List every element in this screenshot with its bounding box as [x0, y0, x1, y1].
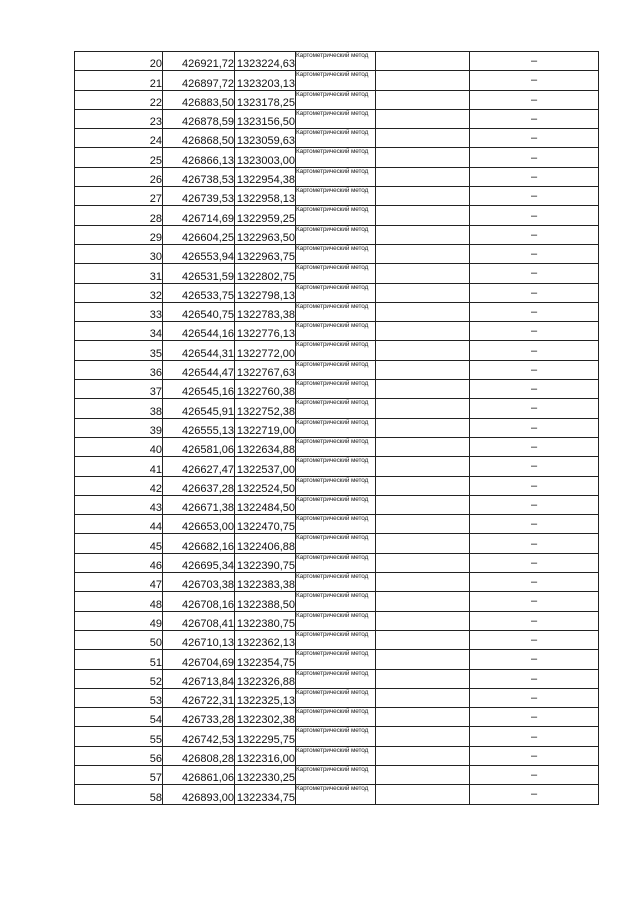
x-coordinate-cell: 426637,28	[163, 476, 235, 495]
x-coordinate-cell: 426739,53	[163, 187, 235, 206]
method-cell: Картометрический метод	[296, 553, 376, 572]
table-row	[75, 669, 599, 688]
table-row	[75, 630, 599, 649]
x-coordinate-cell: 426545,91	[163, 399, 235, 418]
dash-cell: –	[470, 187, 599, 206]
method-cell: Картометрический метод	[296, 515, 376, 534]
x-coordinate-cell: 426682,16	[163, 534, 235, 553]
table-row	[75, 592, 599, 611]
x-coordinate-cell: 426733,28	[163, 708, 235, 727]
x-coordinate-cell: 426708,16	[163, 592, 235, 611]
x-coordinate-cell: 426710,13	[163, 630, 235, 649]
method-cell: Картометрический метод	[296, 109, 376, 128]
empty-cell	[376, 785, 470, 804]
empty-cell	[376, 302, 470, 321]
y-coordinate-cell: 1322772,00	[235, 341, 296, 360]
dash-cell: –	[470, 650, 599, 669]
empty-cell	[376, 457, 470, 476]
x-coordinate-cell: 426604,25	[163, 225, 235, 244]
y-coordinate-cell: 1322783,38	[235, 302, 296, 321]
x-coordinate-cell: 426531,59	[163, 264, 235, 283]
method-cell: Картометрический метод	[296, 167, 376, 186]
y-coordinate-cell: 1322959,25	[235, 206, 296, 225]
point-number-cell: 35	[75, 341, 163, 360]
table-row	[75, 341, 599, 360]
table-row	[75, 399, 599, 418]
table-row	[75, 418, 599, 437]
point-number-cell: 51	[75, 650, 163, 669]
dash-cell: –	[470, 129, 599, 148]
table-row	[75, 187, 599, 206]
y-coordinate-cell: 1322484,50	[235, 495, 296, 514]
method-cell: Картометрический метод	[296, 187, 376, 206]
point-number-cell: 54	[75, 708, 163, 727]
point-number-cell: 38	[75, 399, 163, 418]
empty-cell	[376, 206, 470, 225]
point-number-cell: 55	[75, 727, 163, 746]
dash-cell: –	[470, 244, 599, 263]
method-cell: Картометрический метод	[296, 650, 376, 669]
table-row	[75, 244, 599, 263]
dash-cell: –	[470, 360, 599, 379]
point-number-cell: 56	[75, 746, 163, 765]
x-coordinate-cell: 426708,41	[163, 611, 235, 630]
empty-cell	[376, 765, 470, 784]
point-number-cell: 47	[75, 573, 163, 592]
empty-cell	[376, 225, 470, 244]
empty-cell	[376, 167, 470, 186]
empty-cell	[376, 727, 470, 746]
empty-cell	[376, 341, 470, 360]
y-coordinate-cell: 1322302,38	[235, 708, 296, 727]
empty-cell	[376, 129, 470, 148]
dash-cell: –	[470, 302, 599, 321]
table-row	[75, 746, 599, 765]
y-coordinate-cell: 1322760,38	[235, 380, 296, 399]
point-number-cell: 25	[75, 148, 163, 167]
method-cell: Картометрический метод	[296, 225, 376, 244]
dash-cell: –	[470, 727, 599, 746]
dash-cell: –	[470, 630, 599, 649]
dash-cell: –	[470, 437, 599, 456]
method-cell: Картометрический метод	[296, 380, 376, 399]
point-number-cell: 41	[75, 457, 163, 476]
table-row	[75, 52, 599, 71]
dash-cell: –	[470, 283, 599, 302]
x-coordinate-cell: 426808,28	[163, 746, 235, 765]
dash-cell: –	[470, 109, 599, 128]
y-coordinate-cell: 1322362,13	[235, 630, 296, 649]
table-row	[75, 553, 599, 572]
point-number-cell: 28	[75, 206, 163, 225]
x-coordinate-cell: 426713,84	[163, 669, 235, 688]
empty-cell	[376, 52, 470, 71]
table-row	[75, 206, 599, 225]
empty-cell	[376, 708, 470, 727]
dash-cell: –	[470, 341, 599, 360]
point-number-cell: 36	[75, 360, 163, 379]
x-coordinate-cell: 426533,75	[163, 283, 235, 302]
x-coordinate-cell: 426544,16	[163, 322, 235, 341]
empty-cell	[376, 90, 470, 109]
point-number-cell: 57	[75, 765, 163, 784]
x-coordinate-cell: 426544,31	[163, 341, 235, 360]
table-row	[75, 534, 599, 553]
x-coordinate-cell: 426555,13	[163, 418, 235, 437]
point-number-cell: 49	[75, 611, 163, 630]
empty-cell	[376, 244, 470, 263]
y-coordinate-cell: 1323003,00	[235, 148, 296, 167]
y-coordinate-cell: 1322958,13	[235, 187, 296, 206]
empty-cell	[376, 399, 470, 418]
x-coordinate-cell: 426742,53	[163, 727, 235, 746]
method-cell: Картометрический метод	[296, 244, 376, 263]
method-cell: Картометрический метод	[296, 52, 376, 71]
empty-cell	[376, 553, 470, 572]
point-number-cell: 30	[75, 244, 163, 263]
empty-cell	[376, 148, 470, 167]
y-coordinate-cell: 1322537,00	[235, 457, 296, 476]
x-coordinate-cell: 426581,06	[163, 437, 235, 456]
y-coordinate-cell: 1322354,75	[235, 650, 296, 669]
method-cell: Картометрический метод	[296, 669, 376, 688]
x-coordinate-cell: 426544,47	[163, 360, 235, 379]
method-cell: Картометрический метод	[296, 148, 376, 167]
x-coordinate-cell: 426878,59	[163, 109, 235, 128]
dash-cell: –	[470, 457, 599, 476]
x-coordinate-cell: 426897,72	[163, 71, 235, 90]
method-cell: Картометрический метод	[296, 129, 376, 148]
table-row	[75, 785, 599, 804]
y-coordinate-cell: 1322776,13	[235, 322, 296, 341]
y-coordinate-cell: 1323156,50	[235, 109, 296, 128]
dash-cell: –	[470, 322, 599, 341]
table-row	[75, 167, 599, 186]
method-cell: Картометрический метод	[296, 727, 376, 746]
y-coordinate-cell: 1322390,75	[235, 553, 296, 572]
empty-cell	[376, 476, 470, 495]
y-coordinate-cell: 1323059,63	[235, 129, 296, 148]
point-number-cell: 31	[75, 264, 163, 283]
empty-cell	[376, 437, 470, 456]
point-number-cell: 52	[75, 669, 163, 688]
method-cell: Картометрический метод	[296, 418, 376, 437]
x-coordinate-cell: 426714,69	[163, 206, 235, 225]
dash-cell: –	[470, 534, 599, 553]
dash-cell: –	[470, 399, 599, 418]
point-number-cell: 34	[75, 322, 163, 341]
method-cell: Картометрический метод	[296, 302, 376, 321]
dash-cell: –	[470, 418, 599, 437]
y-coordinate-cell: 1322388,50	[235, 592, 296, 611]
x-coordinate-cell: 426738,53	[163, 167, 235, 186]
point-number-cell: 27	[75, 187, 163, 206]
method-cell: Картометрический метод	[296, 437, 376, 456]
method-cell: Картометрический метод	[296, 399, 376, 418]
y-coordinate-cell: 1323224,63	[235, 52, 296, 71]
point-number-cell: 23	[75, 109, 163, 128]
x-coordinate-cell: 426540,75	[163, 302, 235, 321]
table-row	[75, 688, 599, 707]
empty-cell	[376, 109, 470, 128]
x-coordinate-cell: 426722,31	[163, 688, 235, 707]
x-coordinate-cell: 426893,00	[163, 785, 235, 804]
dash-cell: –	[470, 206, 599, 225]
x-coordinate-cell: 426921,72	[163, 52, 235, 71]
empty-cell	[376, 515, 470, 534]
y-coordinate-cell: 1322634,88	[235, 437, 296, 456]
empty-cell	[376, 71, 470, 90]
table-row	[75, 302, 599, 321]
point-number-cell: 48	[75, 592, 163, 611]
method-cell: Картометрический метод	[296, 360, 376, 379]
dash-cell: –	[470, 225, 599, 244]
point-number-cell: 26	[75, 167, 163, 186]
y-coordinate-cell: 1322963,75	[235, 244, 296, 263]
point-number-cell: 22	[75, 90, 163, 109]
y-coordinate-cell: 1322380,75	[235, 611, 296, 630]
dash-cell: –	[470, 71, 599, 90]
dash-cell: –	[470, 476, 599, 495]
y-coordinate-cell: 1322963,50	[235, 225, 296, 244]
x-coordinate-cell: 426553,94	[163, 244, 235, 263]
x-coordinate-cell: 426703,38	[163, 573, 235, 592]
method-cell: Картометрический метод	[296, 708, 376, 727]
point-number-cell: 20	[75, 52, 163, 71]
method-cell: Картометрический метод	[296, 206, 376, 225]
method-cell: Картометрический метод	[296, 611, 376, 630]
table-row	[75, 457, 599, 476]
empty-cell	[376, 573, 470, 592]
table-row	[75, 90, 599, 109]
x-coordinate-cell: 426866,13	[163, 148, 235, 167]
point-number-cell: 32	[75, 283, 163, 302]
dash-cell: –	[470, 167, 599, 186]
empty-cell	[376, 322, 470, 341]
dash-cell: –	[470, 573, 599, 592]
y-coordinate-cell: 1323178,25	[235, 90, 296, 109]
method-cell: Картометрический метод	[296, 476, 376, 495]
empty-cell	[376, 418, 470, 437]
empty-cell	[376, 360, 470, 379]
table-row	[75, 322, 599, 341]
y-coordinate-cell: 1322383,38	[235, 573, 296, 592]
point-number-cell: 42	[75, 476, 163, 495]
dash-cell: –	[470, 380, 599, 399]
y-coordinate-cell: 1322406,88	[235, 534, 296, 553]
empty-cell	[376, 592, 470, 611]
x-coordinate-cell: 426868,50	[163, 129, 235, 148]
empty-cell	[376, 630, 470, 649]
dash-cell: –	[470, 785, 599, 804]
y-coordinate-cell: 1322470,75	[235, 515, 296, 534]
table-row	[75, 264, 599, 283]
table-row	[75, 727, 599, 746]
y-coordinate-cell: 1322719,00	[235, 418, 296, 437]
x-coordinate-cell: 426861,06	[163, 765, 235, 784]
empty-cell	[376, 669, 470, 688]
y-coordinate-cell: 1322334,75	[235, 785, 296, 804]
method-cell: Картометрический метод	[296, 746, 376, 765]
dash-cell: –	[470, 765, 599, 784]
table-row	[75, 283, 599, 302]
empty-cell	[376, 534, 470, 553]
method-cell: Картометрический метод	[296, 765, 376, 784]
table-row	[75, 129, 599, 148]
table-row	[75, 650, 599, 669]
empty-cell	[376, 495, 470, 514]
dash-cell: –	[470, 688, 599, 707]
method-cell: Картометрический метод	[296, 71, 376, 90]
empty-cell	[376, 611, 470, 630]
dash-cell: –	[470, 264, 599, 283]
empty-cell	[376, 264, 470, 283]
empty-cell	[376, 650, 470, 669]
dash-cell: –	[470, 515, 599, 534]
empty-cell	[376, 283, 470, 302]
point-number-cell: 29	[75, 225, 163, 244]
x-coordinate-cell: 426545,16	[163, 380, 235, 399]
point-number-cell: 53	[75, 688, 163, 707]
point-number-cell: 44	[75, 515, 163, 534]
dash-cell: –	[470, 90, 599, 109]
dash-cell: –	[470, 495, 599, 514]
method-cell: Картометрический метод	[296, 264, 376, 283]
empty-cell	[376, 187, 470, 206]
point-number-cell: 45	[75, 534, 163, 553]
dash-cell: –	[470, 708, 599, 727]
point-number-cell: 43	[75, 495, 163, 514]
dash-cell: –	[470, 592, 599, 611]
table-row	[75, 225, 599, 244]
table-row	[75, 109, 599, 128]
empty-cell	[376, 380, 470, 399]
empty-cell	[376, 688, 470, 707]
point-number-cell: 40	[75, 437, 163, 456]
y-coordinate-cell: 1322325,13	[235, 688, 296, 707]
y-coordinate-cell: 1322330,25	[235, 765, 296, 784]
point-number-cell: 33	[75, 302, 163, 321]
dash-cell: –	[470, 148, 599, 167]
dash-cell: –	[470, 669, 599, 688]
table-row	[75, 611, 599, 630]
point-number-cell: 21	[75, 71, 163, 90]
table-row	[75, 573, 599, 592]
point-number-cell: 58	[75, 785, 163, 804]
y-coordinate-cell: 1322802,75	[235, 264, 296, 283]
method-cell: Картометрический метод	[296, 495, 376, 514]
method-cell: Картометрический метод	[296, 785, 376, 804]
method-cell: Картометрический метод	[296, 534, 376, 553]
method-cell: Картометрический метод	[296, 688, 376, 707]
x-coordinate-cell: 426653,00	[163, 515, 235, 534]
method-cell: Картометрический метод	[296, 283, 376, 302]
table-row	[75, 437, 599, 456]
dash-cell: –	[470, 553, 599, 572]
method-cell: Картометрический метод	[296, 630, 376, 649]
dash-cell: –	[470, 746, 599, 765]
method-cell: Картометрический метод	[296, 573, 376, 592]
method-cell: Картометрический метод	[296, 90, 376, 109]
point-number-cell: 46	[75, 553, 163, 572]
table-row	[75, 360, 599, 379]
point-number-cell: 37	[75, 380, 163, 399]
y-coordinate-cell: 1322316,00	[235, 746, 296, 765]
y-coordinate-cell: 1322295,75	[235, 727, 296, 746]
point-number-cell: 39	[75, 418, 163, 437]
table-row	[75, 71, 599, 90]
point-number-cell: 24	[75, 129, 163, 148]
table-row	[75, 148, 599, 167]
method-cell: Картометрический метод	[296, 592, 376, 611]
table-row	[75, 708, 599, 727]
y-coordinate-cell: 1323203,13	[235, 71, 296, 90]
table-row	[75, 476, 599, 495]
coordinates-table	[74, 51, 599, 805]
x-coordinate-cell: 426883,50	[163, 90, 235, 109]
x-coordinate-cell: 426627,47	[163, 457, 235, 476]
y-coordinate-cell: 1322326,88	[235, 669, 296, 688]
x-coordinate-cell: 426671,38	[163, 495, 235, 514]
table-row	[75, 765, 599, 784]
y-coordinate-cell: 1322767,63	[235, 360, 296, 379]
point-number-cell: 50	[75, 630, 163, 649]
y-coordinate-cell: 1322752,38	[235, 399, 296, 418]
table-row	[75, 515, 599, 534]
method-cell: Картометрический метод	[296, 341, 376, 360]
coordinates-table-body	[75, 52, 599, 805]
y-coordinate-cell: 1322524,50	[235, 476, 296, 495]
dash-cell: –	[470, 52, 599, 71]
y-coordinate-cell: 1322798,13	[235, 283, 296, 302]
y-coordinate-cell: 1322954,38	[235, 167, 296, 186]
method-cell: Картометрический метод	[296, 322, 376, 341]
table-row	[75, 380, 599, 399]
table-row	[75, 495, 599, 514]
method-cell: Картометрический метод	[296, 457, 376, 476]
empty-cell	[376, 746, 470, 765]
x-coordinate-cell: 426704,69	[163, 650, 235, 669]
x-coordinate-cell: 426695,34	[163, 553, 235, 572]
dash-cell: –	[470, 611, 599, 630]
